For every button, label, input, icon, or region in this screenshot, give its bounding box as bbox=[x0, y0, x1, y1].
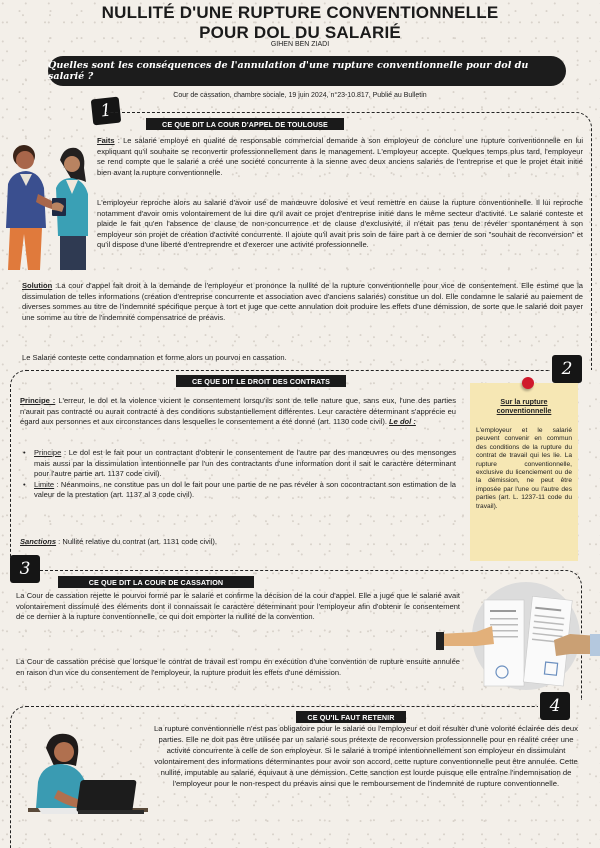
bullet-text: : Le dol est le fait pour un contractant d'obtenir le consentement de l'autre par des manœuvres ou des mensonges mais aussi par la dissimulation intentionnelle par l'un des contractants d'une information dont il sait le caractère déterminant pour l'autre partie art. 1137 code civil). bbox=[34, 448, 456, 479]
principe-label: Principe : bbox=[20, 396, 56, 405]
le-dol-label: Le dol : bbox=[389, 417, 416, 427]
question-text: Quelles sont les conséquences de l'annulation d'une rupture conventionnelle pour dol du salarié ? bbox=[48, 60, 529, 82]
section-number-4: 4 bbox=[540, 692, 570, 720]
section3-label: CE QUE DIT LA COUR DE CASSATION bbox=[58, 576, 254, 588]
solution-text: :La cour d'appel fait droit à la demande de l'employeur et prononce la nullité de la rupture conventionnelle pour vice de consentement. Elle estime que la dissimulation de telles informations (création d'entreprise concurrente et association avec d'anciens salariés) constitue un dol. Elle condamne le salarié au paiement de diverses sommes au titre de l'indemnité spécifique perçue à tort et juge que cette annulation doit produire les effets d'une démission, de sorte que le salarié doit payer une somme au titre de l'indemnité compensatrice de préavis. bbox=[22, 281, 583, 322]
sanctions-label: Sanctions bbox=[20, 537, 57, 546]
page-title-line1: NULLITÉ D'UNE RUPTURE CONVENTIONNELLE bbox=[101, 3, 499, 22]
section-number-3: 3 bbox=[10, 555, 40, 583]
faits-label: Faits bbox=[97, 136, 115, 145]
section1-paragraph-2: L'employeur reproche alors au salarié d'avoir usé de manœuvre dolosive et veut remettre en cause la rupture conventionnelle. Il lui reproche notamment d'avoir omis volontairement de lui dire qu'il avait ce projet d'entreprise initié dans le même secteur d'activité. Le salarié conteste et plaide le fait qu'en l'absence de clause de non-concurrence et de clause d'exclusivité, il n'était pas tenu de révéler spontanément à son employeur son projet de création d'activité concurrente. Il ajoute qu'il avait pris soin de faire part à ce dernier de son "souhait de reconversion" et qu'il dispose d'une liberté d'entreprendre et d'exercer une activité professionnelle. bbox=[97, 198, 583, 250]
section-number-2: 2 bbox=[552, 355, 582, 383]
bullet-text: : Néanmoins, ne constitue pas un dol le fait pour une partie de ne pas révéler à son cocontractant son estimation de la valeur de la prestation (art. 1137 al 3 code civil). bbox=[34, 479, 456, 500]
principe-text: L'erreur, le dol et la violence vicient le consentement lorsqu'ils sont de telle nature que, sans eux, l'une des parties n'aurait pas contracté ou aurait contracté à des conditions substantiellement différentes. Leur caractère déterminant s'apprécie eu égard aux personnes et aux circonstances dans lesquelles le consentement a été donné (art. 1130 code civil). bbox=[20, 396, 456, 427]
woman-figure bbox=[52, 148, 88, 270]
faits-text: : Le salarié employé en qualité de responsable commercial demande à son employeur de conclure une rupture conventionnelle en lui expliquant qu'il souhaite se reconvertir professionnellement dans le management. L'employeur accepte. Quelques temps plus tard, l'employeur se rend compte que le salarié a créé une société concurrente à la sienne avec deux anciens salariés de l'entreprise et que le projet était initié bien avant la rupture conventionnelle. bbox=[97, 136, 583, 177]
dol-bullet-list bbox=[20, 448, 456, 501]
section1-paragraph-4: Le Salarié conteste cette condamnation et forme alors un pourvoi en cassation. bbox=[22, 353, 287, 362]
solution-label: Solution bbox=[22, 281, 53, 290]
left-sleeve bbox=[436, 632, 444, 650]
decision-reference: Cour de cassation, chambre sociale, 19 juin 2024, n°23-10.817, Publié au Bulletin bbox=[173, 92, 427, 99]
right-sleeve bbox=[590, 634, 600, 656]
dol-bullet-principe bbox=[20, 448, 456, 480]
torn-contract-illustration bbox=[436, 580, 600, 696]
sanctions-text: : Nullité relative du contrat (art. 1131 code civil). bbox=[56, 537, 218, 546]
faits-paragraph bbox=[97, 136, 583, 178]
section4-label: CE QU'IL FAUT RETENIR bbox=[296, 711, 406, 723]
business-people-illustration bbox=[2, 138, 94, 274]
bullet-label: Principe bbox=[34, 448, 62, 457]
section1-frame-left bbox=[106, 112, 118, 113]
section3-paragraph-2: La Cour de cassation précise que lorsque le contrat de travail est rompu en exécution d'une convention de rupture ensuite annulée en raison d'un vice du consentement de l'employeur, la rupture produit les effets d'une démission. bbox=[16, 657, 460, 677]
section3-paragraph-1: La Cour de cassation rejette le pourvoi formé par le salarié et confirme la décision de la cour d'appel. Elle a jugé que le salarié avait volontairement dissimulé des éléments dont il connaissait le caractère déterminant pour l'employeur afin d'obtenir le consentement de ce dernier à la rupture conventionnelle, ce qui doit emporter la nullité de la convention. bbox=[16, 591, 460, 622]
bullet-label: Limite bbox=[34, 479, 55, 489]
solution-paragraph bbox=[22, 281, 583, 323]
note-title: Sur la rupture conventionnelle bbox=[496, 397, 552, 415]
question-banner bbox=[48, 56, 566, 86]
section-number-1: 1 bbox=[91, 97, 122, 126]
red-pin-icon bbox=[522, 377, 534, 389]
section1-label: CE QUE DIT LA COUR D'APPEL DE TOULOUSE bbox=[146, 118, 344, 130]
left-hand bbox=[438, 626, 494, 646]
author: GIHEN BEN ZIADI bbox=[270, 41, 330, 48]
section4-text: La rupture conventionnelle n'est pas obligatoire pour le salarié ou l'employeur et doit résulter d'une volonté éclairée des deux parties. Elle ne doit pas être utilisée par un salarié sous prétexte de reconversion professionnelle pour en réalité créer une activité concurrente à celle de son employeur. Si le salarié a trompé intentionnellement son employeur en dissimulant volontairement des informations déterminantes pour avoir son accord, cette rupture conventionnelle peut être annulée. Cette nullité, imputable au salarié, équivaut à une démission. Cette sanction est lourde puisque elle entraîne l'indemnisation de l'employeur pour le non-respect du préavis ainsi que le remboursement de l'indemnité de rupture conventionnelle. bbox=[153, 724, 579, 788]
sanctions-paragraph bbox=[20, 537, 456, 548]
dol-bullet-limite bbox=[20, 480, 456, 501]
principe-paragraph bbox=[20, 396, 456, 428]
woman-laptop-illustration bbox=[28, 728, 148, 838]
section2-label: CE QUE DIT LE DROIT DES CONTRATS bbox=[176, 375, 346, 387]
page-title-line2: POUR DOL DU SALARIÉ bbox=[199, 23, 401, 42]
note-text: L'employeur et le salarié peuvent convenir en commun des conditions de la rupture du contrat de travail qui les lie. La rupture conventionnelle, exclusive du licenciement ou de la démission, ne peut être imposée par l'une ou l'autre des parties (art. L. 1237-11 code du travail). bbox=[476, 427, 572, 510]
man-figure bbox=[6, 145, 58, 270]
rupture-note-box bbox=[470, 383, 578, 561]
